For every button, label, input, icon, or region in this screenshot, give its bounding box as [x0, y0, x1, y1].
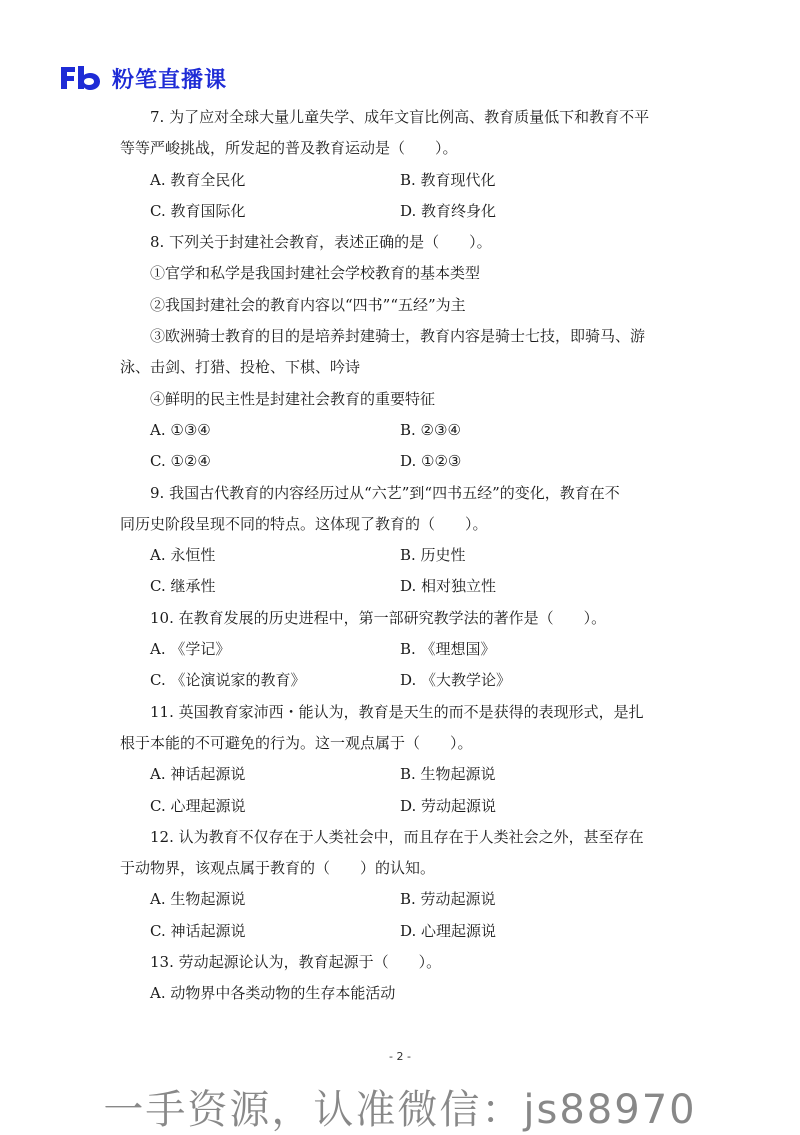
answer-option: A. 《学记》 [150, 640, 231, 659]
question-line: ②我国封建社会的教育内容以“四书”“五经”为主 [150, 295, 466, 314]
question-line: 同历史阶段呈现不同的特点。这体现了教育的（ ）。 [120, 514, 488, 533]
question-line: 根于本能的不可避免的行为。这一观点属于（ ）。 [120, 733, 473, 752]
option-row [120, 571, 690, 602]
question-block [120, 227, 690, 477]
option-row [120, 446, 690, 477]
answer-option: D. 心理起源说 [400, 921, 497, 940]
question-line: ③欧洲骑士教育的目的是培养封建骑士，教育内容是骑士七技，即骑马、游 [150, 327, 646, 346]
answer-option: B. 历史性 [400, 546, 466, 565]
answer-option: A. ①③④ [150, 420, 211, 439]
answer-option: B. 《理想国》 [400, 640, 496, 659]
option-row [120, 540, 690, 571]
option-row [120, 665, 690, 696]
answer-option: C. 神话起源说 [150, 921, 246, 940]
brand-title: 粉笔直播课 [112, 67, 228, 93]
option-row [120, 196, 690, 227]
watermark-text: 一手资源，认准微信：js88970 [103, 1087, 697, 1133]
answer-option: B. 生物起源说 [400, 765, 496, 784]
question-line: 等等严峻挑战，所发起的普及教育运动是（ ）。 [120, 139, 458, 158]
option-row [120, 634, 690, 665]
question-stem: 9. 我国古代教育的内容经历过从“六艺”到“四书五经”的变化，教育在不 [150, 483, 620, 502]
question-line: 泳、击剑、打猎、投枪、下棋、吟诗 [120, 358, 361, 377]
question-block [120, 697, 690, 822]
answer-option: D. 劳动起源说 [400, 796, 497, 815]
question-block [120, 822, 690, 947]
question-stem: 12. 认为教育不仅存在于人类社会中，而且存在于人类社会之外，甚至存在 [150, 827, 644, 846]
answer-option: A. 永恒性 [150, 546, 216, 565]
question-stem: 11. 英国教育家沛西・能认为，教育是天生的而不是获得的表现形式，是扎 [150, 702, 644, 721]
option-row [120, 759, 690, 790]
question-block [120, 947, 690, 1010]
question-line: ①官学和私学是我国封建社会学校教育的基本类型 [150, 264, 481, 283]
answer-option: C. 心理起源说 [150, 796, 246, 815]
page-header [58, 60, 227, 96]
question-stem: 13. 劳动起源论认为，教育起源于（ ）。 [150, 953, 442, 972]
fb-logo-icon [58, 62, 104, 94]
answer-option: D. 教育终身化 [400, 201, 497, 220]
answer-option: A. 教育全民化 [150, 170, 246, 189]
question-block [120, 102, 690, 227]
answer-option: A. 动物界中各类动物的生存本能活动 [150, 984, 396, 1003]
answer-option: B. ②③④ [400, 420, 461, 439]
question-list [120, 102, 690, 1010]
question-block [120, 478, 690, 603]
question-stem: 7. 为了应对全球大量儿童失学、成年文盲比例高、教育质量低下和教育不平 [150, 108, 650, 126]
question-stem: 10. 在教育发展的历史进程中，第一部研究教学法的著作是（ ）。 [150, 608, 607, 627]
option-row [120, 165, 690, 196]
option-row [120, 916, 690, 947]
answer-option: C. 教育国际化 [150, 201, 246, 220]
option-row [120, 415, 690, 446]
answer-option: B. 教育现代化 [400, 170, 496, 189]
answer-option: A. 生物起源说 [150, 890, 246, 909]
answer-option: D. ①②③ [400, 452, 462, 471]
answer-option: C. 继承性 [150, 577, 216, 596]
answer-option: D. 《大教学论》 [400, 671, 512, 690]
question-block [120, 603, 690, 697]
question-line: 于动物界，该观点属于教育的（ ）的认知。 [120, 859, 436, 878]
answer-option: D. 相对独立性 [400, 577, 497, 596]
question-stem: 8. 下列关于封建社会教育，表述正确的是（ ）。 [150, 233, 492, 252]
answer-option: C. ①②④ [150, 452, 211, 471]
answer-option: C. 《论演说家的教育》 [150, 671, 306, 690]
answer-option: A. 神话起源说 [150, 765, 246, 784]
answer-option: B. 劳动起源说 [400, 890, 496, 909]
page-number: - 2 - [389, 1050, 411, 1063]
option-row [120, 884, 690, 915]
question-line: ④鲜明的民主性是封建社会教育的重要特征 [150, 389, 436, 408]
option-row [120, 791, 690, 822]
